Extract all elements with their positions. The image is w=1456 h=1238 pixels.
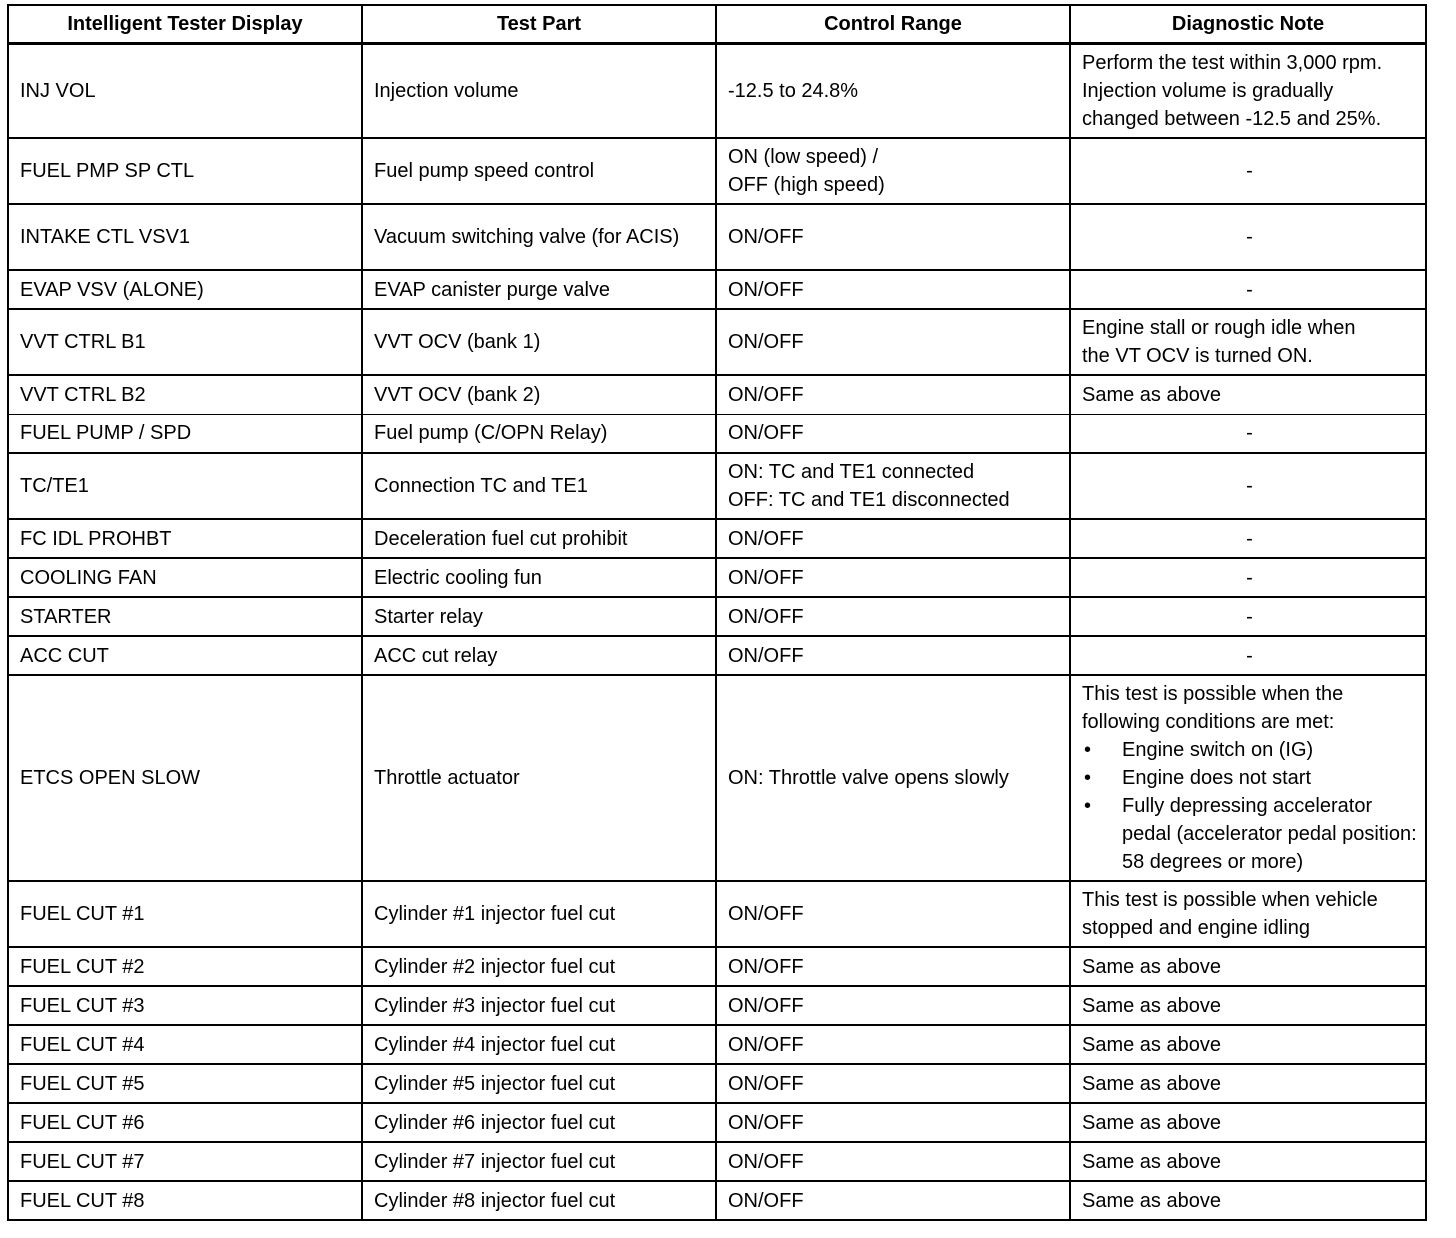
cell-tester-display: FUEL CUT #7 xyxy=(8,1142,362,1181)
table-row xyxy=(8,519,1426,558)
control-range-line: ON/OFF xyxy=(728,955,804,978)
control-range-line: ON: Throttle valve opens slowly xyxy=(728,767,1009,789)
control-range-line: ON/OFF xyxy=(728,566,804,589)
cell-test-part: Deceleration fuel cut prohibit xyxy=(362,519,716,558)
cell-test-part: Cylinder #5 injector fuel cut xyxy=(362,1064,716,1103)
control-range-line: ON/OFF xyxy=(728,994,804,1017)
diagnostic-note-line: - xyxy=(1246,475,1253,497)
control-range-line: ON/OFF xyxy=(728,278,804,301)
diagnostic-note-line: Same as above xyxy=(1082,955,1221,978)
cell-test-part: Cylinder #7 injector fuel cut xyxy=(362,1142,716,1181)
cell-control-range xyxy=(716,414,1070,453)
cell-test-part: Cylinder #4 injector fuel cut xyxy=(362,1025,716,1064)
cell-control-range xyxy=(716,636,1070,675)
control-range-line: ON/OFF xyxy=(728,605,804,628)
diagnostic-note-line: Same as above xyxy=(1082,994,1221,1017)
control-range-line: -12.5 to 24.8% xyxy=(728,80,859,102)
cell-diagnostic-note xyxy=(1070,519,1426,558)
table-row xyxy=(8,881,1426,947)
cell-diagnostic-note xyxy=(1070,1025,1426,1064)
cell-control-range xyxy=(716,1064,1070,1103)
cell-tester-display: FUEL PUMP / SPD xyxy=(8,414,362,453)
cell-test-part: Cylinder #6 injector fuel cut xyxy=(362,1103,716,1142)
cell-diagnostic-note xyxy=(1070,414,1426,453)
table-row xyxy=(8,986,1426,1025)
cell-diagnostic-note xyxy=(1070,947,1426,986)
diagnostic-note-line: Same as above xyxy=(1082,1111,1221,1134)
cell-control-range xyxy=(716,558,1070,597)
cell-tester-display: FUEL CUT #4 xyxy=(8,1025,362,1064)
header-diagnostic-note: Diagnostic Note xyxy=(1070,5,1426,44)
diagnostic-note-line: changed between -12.5 and 25%. xyxy=(1082,108,1382,130)
cell-test-part: VVT OCV (bank 2) xyxy=(362,375,716,414)
control-range-line: ON/OFF xyxy=(728,1111,804,1134)
control-range-line: ON/OFF xyxy=(728,331,804,353)
control-range-line: ON/OFF xyxy=(728,1072,804,1095)
control-range-line: ON/OFF xyxy=(728,527,804,550)
condition-item: • Fully depressing accelerator pedal (accelerator pedal position: 58 degrees or more) xyxy=(1082,792,1417,876)
cell-diagnostic-note xyxy=(1070,270,1426,309)
diagnostic-note-line: - xyxy=(1246,226,1253,248)
cell-control-range xyxy=(716,1142,1070,1181)
condition-item: • Engine does not start xyxy=(1082,764,1417,792)
condition-list xyxy=(1082,736,1417,876)
cell-tester-display: ACC CUT xyxy=(8,636,362,675)
diagnostic-note-line: - xyxy=(1246,644,1253,667)
control-range-line: OFF: TC and TE1 disconnected xyxy=(728,489,1010,511)
diagnostic-note-line: - xyxy=(1246,566,1253,589)
cell-diagnostic-note xyxy=(1070,204,1426,270)
cell-test-part: Connection TC and TE1 xyxy=(362,453,716,519)
cell-tester-display: FUEL CUT #3 xyxy=(8,986,362,1025)
control-range-line: ON/OFF xyxy=(728,1150,804,1173)
diagnostic-note-line: Same as above xyxy=(1082,383,1221,406)
cell-test-part: Vacuum switching valve (for ACIS) xyxy=(362,204,716,270)
diagnostic-note-line: - xyxy=(1246,278,1253,301)
diagnostic-note-line: - xyxy=(1246,422,1253,445)
diagnostic-note-line: Same as above xyxy=(1082,1189,1221,1212)
control-range-line: ON/OFF xyxy=(728,383,804,406)
control-range-line: ON/OFF xyxy=(728,1033,804,1056)
cell-test-part: EVAP canister purge valve xyxy=(362,270,716,309)
diagnostic-note-line: Perform the test within 3,000 rpm. xyxy=(1082,52,1383,74)
cell-diagnostic-note xyxy=(1070,558,1426,597)
cell-diagnostic-note xyxy=(1070,375,1426,414)
diagnostic-note-line: - xyxy=(1246,527,1253,550)
cell-control-range xyxy=(716,453,1070,519)
cell-tester-display: TC/TE1 xyxy=(8,453,362,519)
cell-diagnostic-note xyxy=(1070,1064,1426,1103)
condition-item: • Engine switch on (IG) xyxy=(1082,736,1417,764)
table-row xyxy=(8,204,1426,270)
table-row xyxy=(8,1142,1426,1181)
cell-diagnostic-note xyxy=(1070,675,1426,881)
cell-tester-display: ETCS OPEN SLOW xyxy=(8,675,362,881)
cell-diagnostic-note xyxy=(1070,1142,1426,1181)
cell-tester-display: FUEL CUT #8 xyxy=(8,1181,362,1220)
table-row xyxy=(8,1025,1426,1064)
control-range-line: ON/OFF xyxy=(728,644,804,667)
cell-diagnostic-note xyxy=(1070,1103,1426,1142)
cell-tester-display: VVT CTRL B1 xyxy=(8,309,362,375)
cell-tester-display: EVAP VSV (ALONE) xyxy=(8,270,362,309)
diagnostic-note-line: Same as above xyxy=(1082,1072,1221,1095)
table-row xyxy=(8,375,1426,414)
control-range-line: ON/OFF xyxy=(728,226,804,248)
table-row xyxy=(8,453,1426,519)
cell-tester-display: FUEL CUT #1 xyxy=(8,881,362,947)
cell-control-range xyxy=(716,204,1070,270)
cell-test-part: Cylinder #8 injector fuel cut xyxy=(362,1181,716,1220)
cell-diagnostic-note xyxy=(1070,636,1426,675)
table-body xyxy=(8,44,1426,1221)
cell-control-range xyxy=(716,881,1070,947)
cell-control-range xyxy=(716,138,1070,204)
table-row xyxy=(8,1103,1426,1142)
cell-control-range xyxy=(716,675,1070,881)
control-range-line: ON/OFF xyxy=(728,903,804,925)
cell-control-range xyxy=(716,309,1070,375)
cell-control-range xyxy=(716,986,1070,1025)
cell-control-range xyxy=(716,375,1070,414)
cell-diagnostic-note xyxy=(1070,1181,1426,1220)
cell-tester-display: FUEL CUT #6 xyxy=(8,1103,362,1142)
table-row xyxy=(8,947,1426,986)
table-row xyxy=(8,414,1426,453)
cell-diagnostic-note xyxy=(1070,309,1426,375)
control-range-line: OFF (high speed) xyxy=(728,174,885,196)
cell-control-range xyxy=(716,519,1070,558)
table-row xyxy=(8,636,1426,675)
cell-tester-display: INJ VOL xyxy=(8,44,362,139)
cell-tester-display: FC IDL PROHBT xyxy=(8,519,362,558)
cell-test-part: Fuel pump (C/OPN Relay) xyxy=(362,414,716,453)
table-row xyxy=(8,309,1426,375)
table-row xyxy=(8,1181,1426,1220)
cell-test-part: Starter relay xyxy=(362,597,716,636)
cell-tester-display: INTAKE CTL VSV1 xyxy=(8,204,362,270)
diagnostic-note-line: - xyxy=(1246,605,1253,628)
table-row xyxy=(8,1064,1426,1103)
cell-tester-display: FUEL CUT #5 xyxy=(8,1064,362,1103)
cell-test-part: VVT OCV (bank 1) xyxy=(362,309,716,375)
diagnostic-note-line: stopped and engine idling xyxy=(1082,917,1310,939)
diagnostic-note-line: following conditions are met: xyxy=(1082,711,1335,733)
cell-test-part: Cylinder #3 injector fuel cut xyxy=(362,986,716,1025)
cell-diagnostic-note xyxy=(1070,881,1426,947)
cell-diagnostic-note xyxy=(1070,44,1426,139)
control-range-line: ON (low speed) / xyxy=(728,146,879,168)
diagnostic-note-line: This test is possible when the xyxy=(1082,683,1344,705)
cell-test-part: Fuel pump speed control xyxy=(362,138,716,204)
cell-control-range xyxy=(716,1181,1070,1220)
cell-control-range xyxy=(716,947,1070,986)
cell-diagnostic-note xyxy=(1070,986,1426,1025)
table-row xyxy=(8,558,1426,597)
cell-diagnostic-note xyxy=(1070,597,1426,636)
control-range-line: ON/OFF xyxy=(728,422,804,445)
cell-diagnostic-note xyxy=(1070,453,1426,519)
cell-test-part: Throttle actuator xyxy=(362,675,716,881)
diagnostic-note-line: - xyxy=(1246,160,1253,182)
table-row xyxy=(8,270,1426,309)
table-row xyxy=(8,675,1426,881)
active-test-table xyxy=(7,4,1427,1221)
table-row xyxy=(8,597,1426,636)
diagnostic-note-line: This test is possible when vehicle xyxy=(1082,889,1378,911)
header-row xyxy=(8,5,1426,44)
cell-tester-display: FUEL CUT #2 xyxy=(8,947,362,986)
cell-test-part: Electric cooling fun xyxy=(362,558,716,597)
diagnostic-note-line: Same as above xyxy=(1082,1033,1221,1056)
diagnostic-note-line: the VT OCV is turned ON. xyxy=(1082,345,1313,367)
table-row xyxy=(8,44,1426,139)
control-range-line: ON: TC and TE1 connected xyxy=(728,461,975,483)
header-control-range: Control Range xyxy=(716,5,1070,44)
diagnostic-note-line: Engine stall or rough idle when xyxy=(1082,317,1356,339)
cell-test-part: Cylinder #1 injector fuel cut xyxy=(362,881,716,947)
cell-tester-display: VVT CTRL B2 xyxy=(8,375,362,414)
cell-tester-display: COOLING FAN xyxy=(8,558,362,597)
diagnostic-note-line: Injection volume is gradually xyxy=(1082,80,1334,102)
cell-test-part: Injection volume xyxy=(362,44,716,139)
cell-control-range xyxy=(716,44,1070,139)
cell-tester-display: FUEL PMP SP CTL xyxy=(8,138,362,204)
cell-tester-display: STARTER xyxy=(8,597,362,636)
cell-test-part: ACC cut relay xyxy=(362,636,716,675)
header-test-part: Test Part xyxy=(362,5,716,44)
table-row xyxy=(8,138,1426,204)
cell-control-range xyxy=(716,1103,1070,1142)
control-range-line: ON/OFF xyxy=(728,1189,804,1212)
cell-control-range xyxy=(716,1025,1070,1064)
header-tester-display: Intelligent Tester Display xyxy=(8,5,362,44)
diagnostic-note-line: Same as above xyxy=(1082,1150,1221,1173)
cell-test-part: Cylinder #2 injector fuel cut xyxy=(362,947,716,986)
cell-diagnostic-note xyxy=(1070,138,1426,204)
cell-control-range xyxy=(716,270,1070,309)
cell-control-range xyxy=(716,597,1070,636)
